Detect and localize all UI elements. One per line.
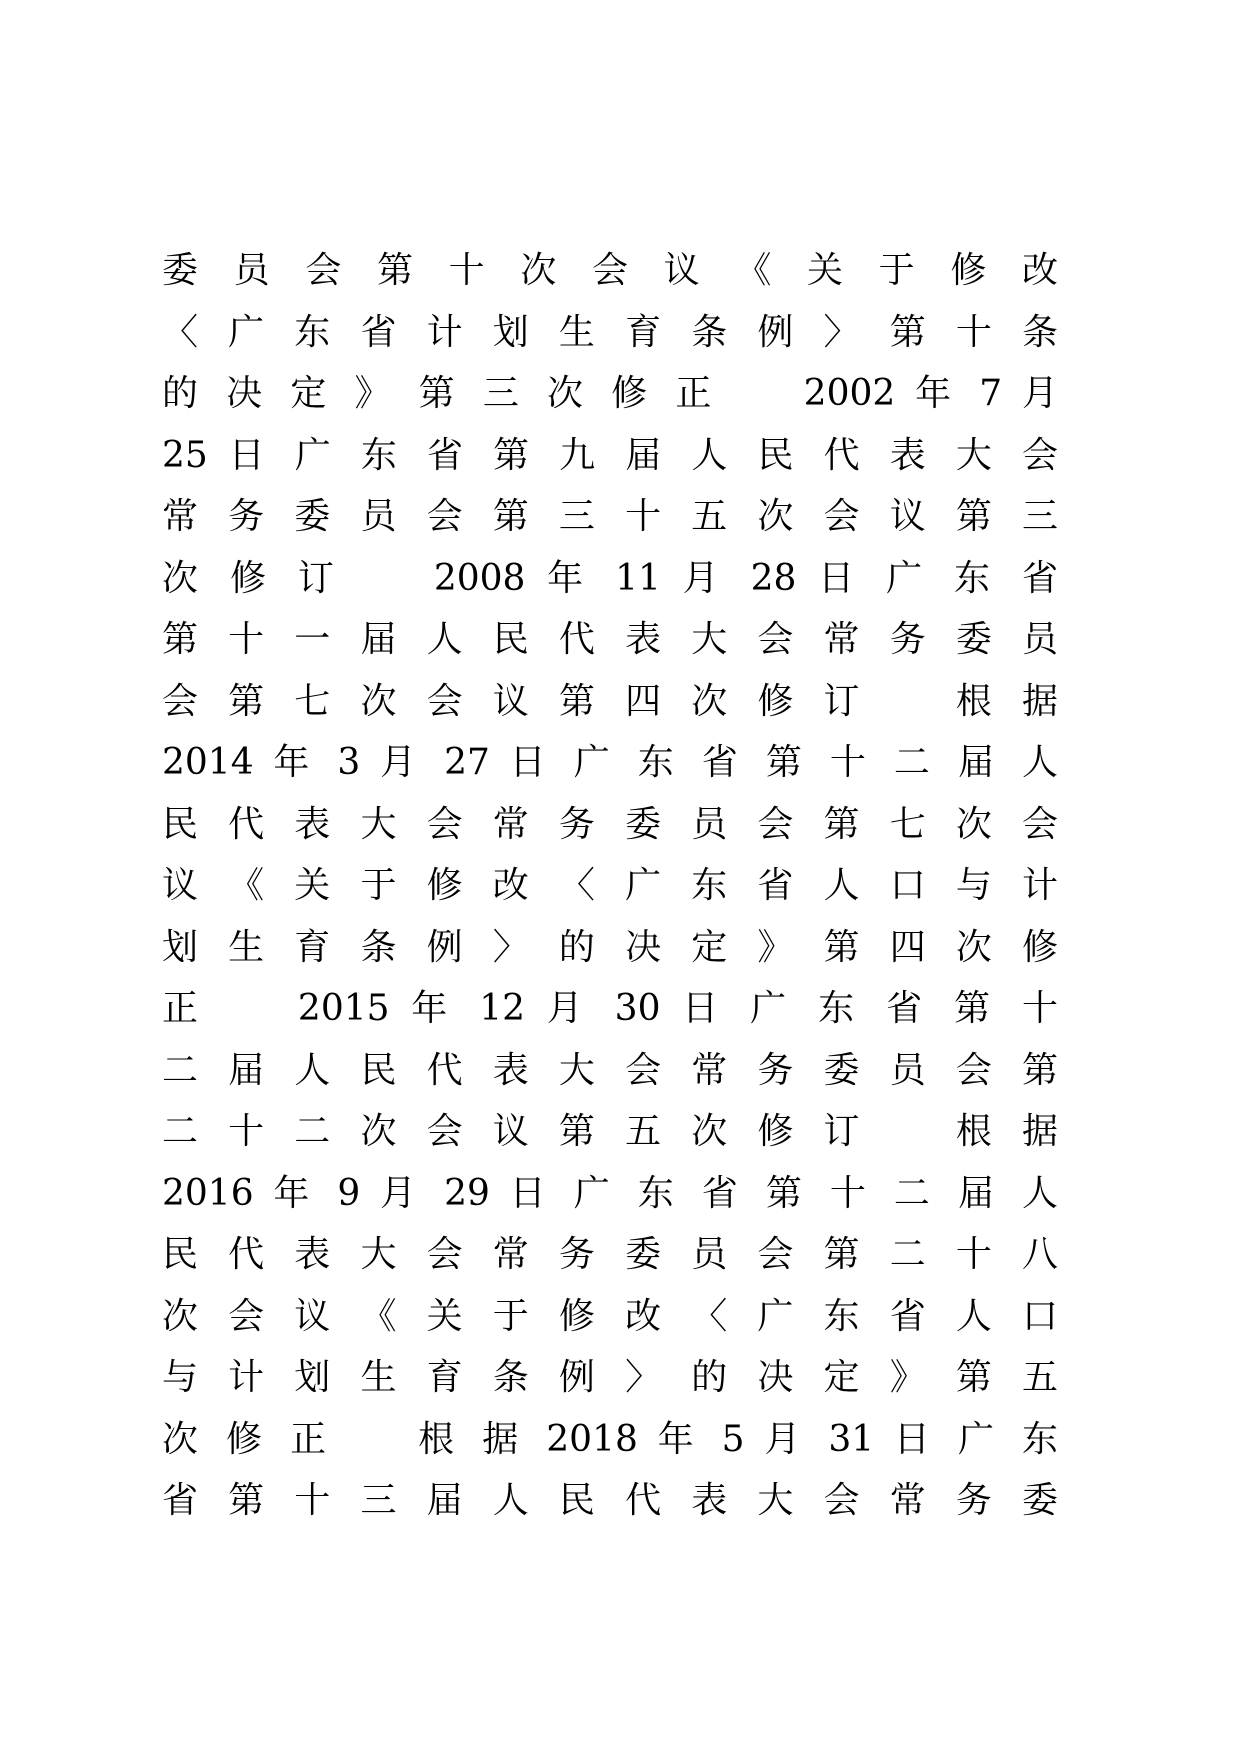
text-line: 委 员 会 第 十 次 会 议 《 关 于 修 改 xyxy=(162,250,1058,291)
text-line: 次 会 议 《 关 于 修 改 〈 广 东 省 人 口 xyxy=(162,1295,1058,1337)
legal-text-block xyxy=(162,240,1058,1532)
text-line: 与 计 划 生 育 条 例 〉 的 决 定 》 第 五 xyxy=(162,1357,1058,1398)
text-line: 的 决 定 》 第 三 次 修 正 2002 年 7 月 xyxy=(162,373,1058,414)
text-line: 次 修 订 2008 年 11 月 28 日 广 东 省 xyxy=(162,557,1058,599)
text-line: 议 《 关 于 修 改 〈 广 东 省 人 口 与 计 xyxy=(162,865,1058,906)
text-line: 次 修 正 根 据 2018 年 5 月 31 日 广 东 xyxy=(162,1418,1059,1460)
text-line: 会 第 七 次 会 议 第 四 次 修 订 根 据 xyxy=(162,680,1058,722)
text-line: 二 十 二 次 会 议 第 五 次 修 订 根 据 xyxy=(162,1111,1058,1152)
text-line: 〈 广 东 省 计 划 生 育 条 例 〉 第 十 条 xyxy=(162,311,1058,353)
text-line: 2016 年 9 月 29 日 广 东 省 第 十 二 届 人 xyxy=(162,1172,1059,1214)
text-line: 2014 年 3 月 27 日 广 东 省 第 十 二 届 人 xyxy=(162,742,1059,783)
text-line: 省 第 十 三 届 人 民 代 表 大 会 常 务 委 xyxy=(162,1480,1058,1521)
text-line: 第 十 一 届 人 民 代 表 大 会 常 务 委 员 xyxy=(162,619,1058,660)
text-line: 常 务 委 员 会 第 三 十 五 次 会 议 第 三 xyxy=(162,496,1058,537)
text-line: 正 2015 年 12 月 30 日 广 东 省 第 十 xyxy=(162,988,1058,1029)
text-line: 二 届 人 民 代 表 大 会 常 务 委 员 会 第 xyxy=(162,1049,1058,1091)
text-line: 划 生 育 条 例 〉 的 决 定 》 第 四 次 修 xyxy=(162,926,1058,968)
text-line: 25 日 广 东 省 第 九 届 人 民 代 表 大 会 xyxy=(162,434,1058,476)
text-line: 民 代 表 大 会 常 务 委 员 会 第 二 十 八 xyxy=(162,1234,1058,1275)
text-line: 民 代 表 大 会 常 务 委 员 会 第 七 次 会 xyxy=(162,803,1058,845)
